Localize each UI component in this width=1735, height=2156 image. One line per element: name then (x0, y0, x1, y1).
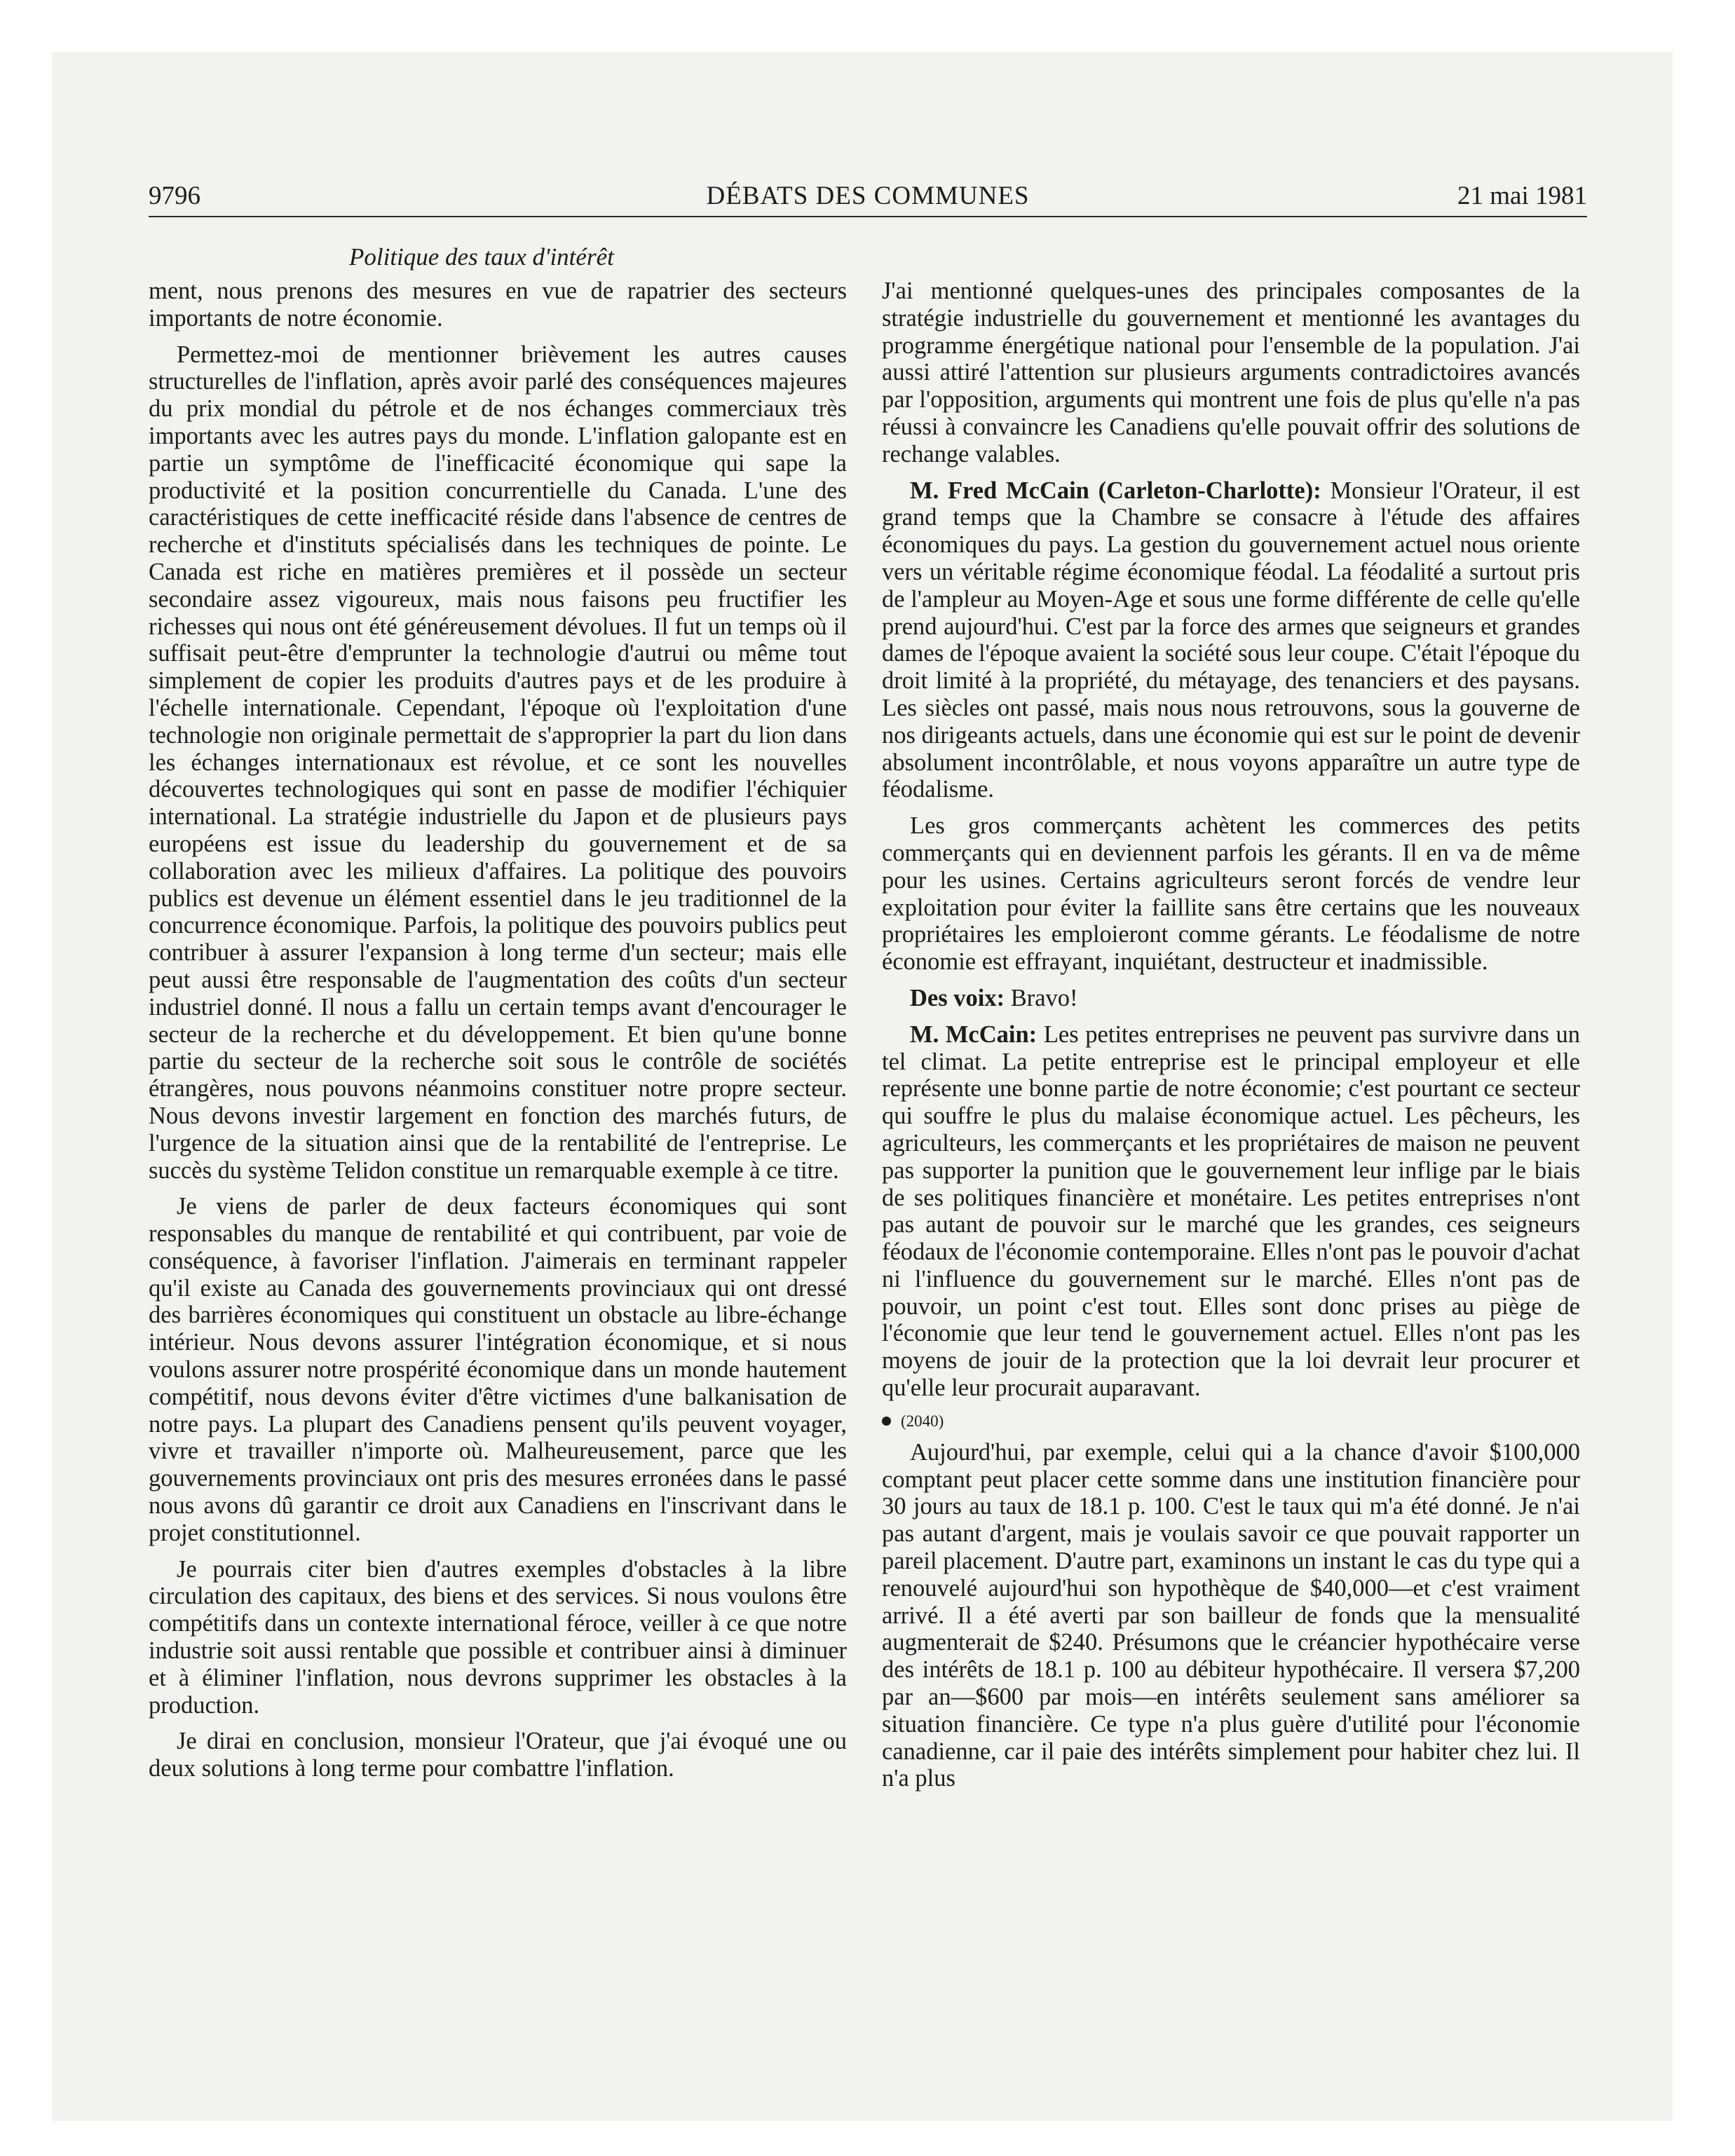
speaker-name: M. McCain: (910, 1021, 1037, 1048)
paragraph: Je viens de parler de deux facteurs économiques qui sont responsables du manque de rentabilité et qui contribuent, par voie de conséquence, à favoriser l'inflation. J'aimerais en terminant rappeler qu'il existe au Canada des gouvernements provinciaux qui ont dressé des barrières économiques qui constituent un obstacle au libre-échange intérieur. Nous devons assurer l'intégration économique, et si nous voulons assurer notre prospérité économique dans un monde hautement compétitif, nous devons éviter d'être victimes d'une balkanisation de notre pays. La plupart des Canadiens pensent qu'ils peuvent voyager, vivre et travailler n'importe où. Malheureusement, parce que les gouvernements provinciaux ont pris des mesures erronées dans le passé nous avons dû garantir ce droit aux Canadiens en l'inscrivant dans le projet constitutionnel. (149, 1193, 847, 1546)
paragraph: ment, nous prenons des mesures en vue de rapatrier des secteurs importants de notre économie. (149, 278, 847, 332)
right-column (882, 278, 1580, 1801)
left-column (149, 278, 847, 1792)
paragraph: Les gros commerçants achètent les commerces des petits commerçants qui en deviennent parfois les gérants. Il en va de même pour les usines. Certains agriculteurs seront forcés de vendre leur exploitation pour éviter la faillite sans être certains que les nouveaux propriétaires les emploieront comme gérants. Le féodalisme de notre économie est effrayant, inquiétant, destructeur et inadmissible. (882, 812, 1580, 976)
subject-heading: Politique des taux d'intérêt (349, 243, 614, 271)
speaker-name: Des voix: (910, 984, 1005, 1011)
speech-text: Les petites entreprises ne peuvent pas survivre dans un tel climat. La petite entreprise est le principal employeur et elle représente une bonne partie de notre économie; c'est pourtant ce secteur qui souffre le plus du malaise économique actuel. Les pêcheurs, les agriculteurs, les commerçants et les propriétaires de maison ne peuvent pas supporter la punition que le gouvernement leur inflige par le biais de ses politiques financière et monétaire. Les petites entreprises n'ont pas autant de pouvoir sur le marché que les grandes, ces seigneurs féodaux de l'économie contemporaine. Elles n'ont pas le pouvoir d'achat ni l'influence du gouvernement sur le marché. Elles n'ont pas de pouvoir, un point c'est tout. Elles sont donc prises au piège de l'économie que leur tend le gouvernement actuel. Elles n'ont pas les moyens de jouir de la protection que la loi devrait leur procurer et qu'elle leur procurait auparavant. (882, 1021, 1580, 1402)
paragraph: Je pourrais citer bien d'autres exemples d'obstacles à la libre circulation des capitaux, des biens et des services. Si nous voulons être compétitifs dans un contexte international féroce, veiller à ce que notre industrie soit aussi rentable que possible et contribuer ainsi à diminuer et à éliminer l'inflation, nous devrons supprimer les obstacles à la production. (149, 1555, 847, 1719)
paragraph: Je dirai en conclusion, monsieur l'Orateur, que j'ai évoqué une ou deux solutions à long terme pour combattre l'inflation. (149, 1728, 847, 1782)
header-rule (149, 216, 1587, 217)
paragraph: Permettez-moi de mentionner brièvement les autres causes structurelles de l'inflation, après avoir parlé des conséquences majeures du prix mondial du pétrole et de nos échanges commerciaux très importants avec les autres pays du monde. L'inflation galopante est en partie un symptôme de l'inefficacité économique qui sape la productivité et la position concurrentielle du Canada. L'une des caractéristiques de cette inefficacité réside dans l'absence de centres de recherche et d'instituts spécialisés dans les techniques de pointe. Le Canada est riche en matières premières et il possède un secteur secondaire assez vigoureux, mais nous faisons peu fructifier les richesses qui nous ont été généreusement dévolues. Il fut un temps où il suffisait peut-être d'emprunter la technologie d'autrui ou même tout simplement de copier les produits d'autres pays et de les produire à l'échelle internationale. Cependant, l'époque où l'exploitation d'une technologie non originale permettait de s'approprier la part du lion dans les échanges internationaux est révolue, et ce sont les nouvelles découvertes technologiques qui sont en passe de modifier l'échiquier international. La stratégie industrielle du Japon et de plusieurs pays européens est issue du leadership du gouvernement et de sa collaboration avec les milieux d'affaires. La politique des pouvoirs publics est devenue un élément essentiel dans le jeu traditionnel de la concurrence économique. Parfois, la politique des pouvoirs publics peut contribuer à assurer l'expansion à long terme d'un secteur; mais elle peut aussi être responsable de l'augmentation des coûts d'un secteur industriel donné. Il nous a fallu un certain temps avant d'encourager le secteur de la recherche et du développement. Et bien qu'une bonne partie du secteur de la recherche soit sous le contrôle de sociétés étrangères, nous pouvons néanmoins constituer notre propre secteur. Nous devons investir largement en fonction des marchés futurs, de l'urgence de la situation ainsi que de la rentabilité de l'entreprise. Le succès du système Telidon constitue un remarquable exemple à ce titre. (149, 341, 847, 1184)
paragraph: Aujourd'hui, par exemple, celui qui a la chance d'avoir $100,000 comptant peut placer cette somme dans une institution financière pour 30 jours au taux de 18.1 p. 100. C'est le taux qui m'a été donné. Je n'ai pas autant d'argent, mais je voulais savoir ce que pouvait rapporter un pareil placement. D'autre part, examinons un instant le cas du type qui a renouvelé aujourd'hui son hypothèque de $40,000—et c'est vraiment arrivé. Il a été averti par son bailleur de fonds que la mensualité augmenterait de $240. Présumons que le créancier hypothécaire verse des intérêts de 18.1 p. 100 au débiteur hypothécaire. Il versera $7,200 par an—$600 par mois—en intérêts seulement sans améliorer sa situation financière. Ce type n'a plus guère d'utilité pour l'économie canadienne, car il paie des intérêts simplement pour habiter chez lui. Il n'a plus (882, 1438, 1580, 1792)
speech-paragraph (882, 1021, 1580, 1402)
speech-text: Monsieur l'Orateur, il est grand temps que la Chambre se consacre à l'étude des affaires économiques du pays. La gestion du gouvernement actuel nous oriente vers un véritable régime économique féodal. La féodalité a surtout pris de l'ampleur au Moyen-Age et sous une forme différente de celle qu'elle prend aujourd'hui. C'est par la force des armes que seigneurs et grandes dames de l'époque avaient la société sous leur coupe. C'était l'époque du droit limité à la propriété, du métayage, des tenanciers et des paysans. Les siècles ont passé, mais nous nous retrouvons, sous la gouverne de nos dirigeants actuels, dans une économie qui est sur le point de devenir absolument incontrôlable, et nous voyons apparaître un autre type de féodalisme. (882, 477, 1581, 803)
publication-date: 21 mai 1981 (1457, 182, 1587, 210)
time-marker-label: (2040) (901, 1412, 944, 1430)
speech-paragraph (882, 985, 1580, 1012)
speaker-name: M. Fred McCain (Carleton-Charlotte): (910, 477, 1321, 504)
page-number: 9796 (149, 182, 200, 210)
bullet-icon (882, 1417, 891, 1426)
paragraph: J'ai mentionné quelques-unes des principales composantes de la stratégie industrielle du gouvernement et mentionné les avantages du programme énergétique national pour l'ensemble de la population. J'ai aussi attiré l'attention sur plusieurs arguments contradictoires avancés par l'opposition, arguments qui montrent une fois de plus qu'elle n'a pas réussi à convaincre les Canadiens qu'elle pouvait offrir des solutions de rechange valables. (882, 278, 1580, 468)
publication-title: DÉBATS DES COMMUNES (706, 182, 1030, 210)
speech-paragraph (882, 477, 1580, 804)
speech-text: Bravo! (1005, 984, 1078, 1011)
time-marker (882, 1411, 1580, 1432)
